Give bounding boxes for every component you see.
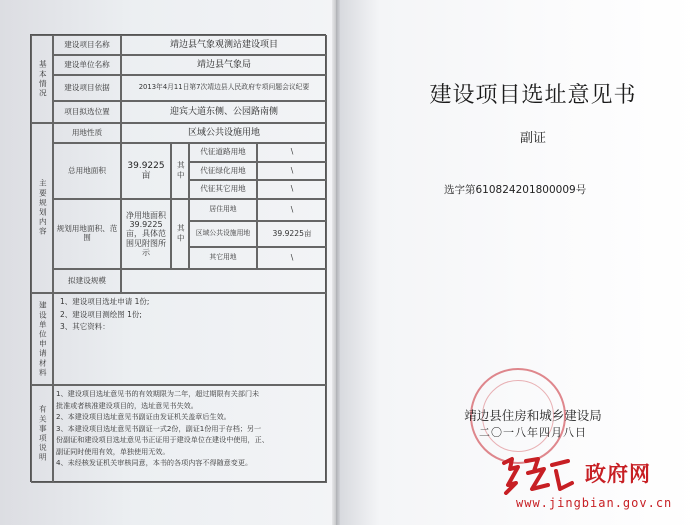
section-planning-content: 主要规划内容 [31,123,53,293]
note-line: 1、建设项目选址意见书的有效期限为二年，超过期限有关部门未 [56,389,260,398]
public-facility-value: 39.9225亩 [257,221,327,247]
document-title: 建设项目选址意见书 [429,83,637,108]
other-levy-label: 代征其它用地 [189,180,257,199]
page-fold [332,0,340,525]
green-levy-value: \ [257,162,327,180]
green-levy-label: 代征绿化用地 [189,162,257,180]
material-item: 1、建设项目选址申请 1份; [60,297,150,306]
scale-value [121,269,327,293]
unit-name-label: 建设单位名称 [53,55,121,75]
issue-date: 二〇一八年四月八日 [479,426,587,439]
section-notes: 有关事项说明 [31,385,53,483]
land-use-value: 区域公共设施用地 [121,123,327,143]
jingbian-logo-icon [498,455,578,495]
road-levy-value: \ [257,143,327,162]
note-line: 3、本建设项目选址意见书副证一式2份，副证1份用于存档；另一 [56,423,262,433]
site-value: 迎宾大道东侧、公园路南侧 [121,101,327,123]
other-land-value: \ [257,247,327,269]
other-land-label: 其它用地 [189,247,257,269]
unit-name-value: 靖边县气象局 [121,55,327,75]
materials-list [60,296,149,334]
site-label: 项目拟选位置 [53,101,121,123]
total-area-value: 39.9225亩 [121,143,171,199]
public-facility-label: 区域公共设施用地 [189,221,257,247]
note-line: 4、未经核发证机关审核同意，本书的各项内容不得随意变更。 [56,458,253,467]
other-levy-value: \ [257,180,327,199]
plan-area-value: 净用地面积39.9225亩，具体范围见附图所示 [121,199,171,269]
watermark-url[interactable]: www.jingbian.gov.cn [516,496,673,510]
section-basic-info: 基本情况 [31,35,53,123]
project-name-value: 靖边县气象观测站建设项目 [121,35,327,55]
document-number: 选字第610824201800009号 [444,184,587,196]
total-area-label: 总用地面积 [53,143,121,199]
basis-label: 建设项目依据 [53,75,121,101]
note-line: 2、本建设项目选址意见书副证由发证机关盖章后生效。 [56,412,231,421]
section-materials: 建设单位申请材料 [31,293,53,385]
plan-area-label: 规划用地面积、范围 [53,199,121,269]
document-subtitle: 副证 [519,131,546,146]
issuing-authority: 靖边县住房和城乡建设局 [464,408,602,423]
residential-label: 居住用地 [189,199,257,221]
material-item: 2、建设项目测绘图 1份; [60,309,142,319]
note-line: 份副证和建设项目选址意见书正证用于建设单位在建设中使用，正、 [56,435,269,444]
basis-value: 2013年4月11日第7次靖边县人民政府专项问题会议纪要 [121,75,327,101]
watermark-site-name: 政府网 [585,462,651,486]
material-item: 3、其它资料： [60,322,110,331]
project-name-label: 建设项目名称 [53,35,121,55]
residential-value: \ [257,199,327,221]
among-label-1: 其中 [171,143,189,199]
among-label-2: 其中 [171,199,189,269]
scale-label: 拟建设规模 [53,269,121,293]
note-line: 副证同时使用有效，单独使用无效。 [56,446,170,456]
land-use-label: 用地性质 [53,123,121,143]
note-line: 批准或者核准建设项目的，选址意见书失效。 [56,400,198,410]
road-levy-label: 代征道路用地 [189,143,257,162]
notes-list [56,388,269,469]
